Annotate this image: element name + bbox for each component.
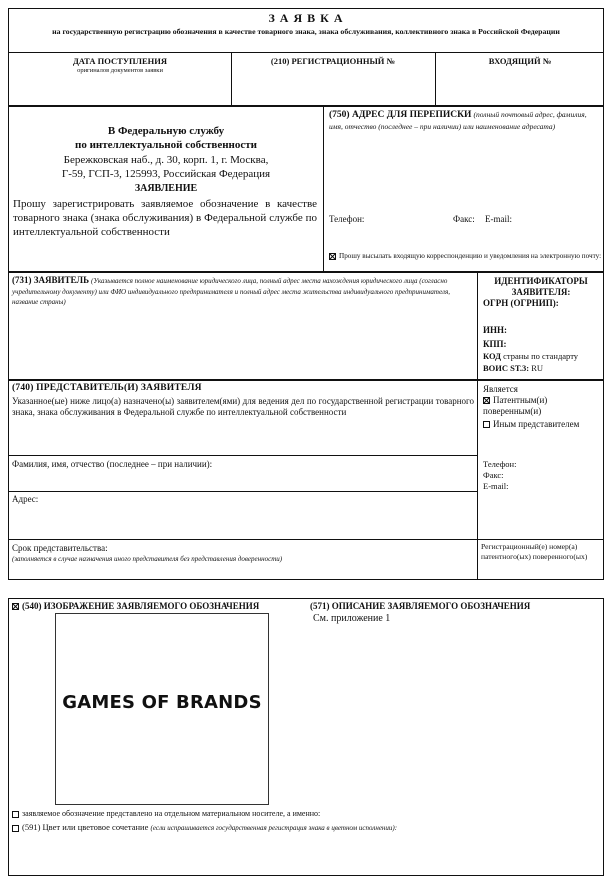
form-subtitle: на государственную регистрацию обозначения в качестве товарного знака, знака обслуживания, коллективного знака в Российской Федерации — [52, 27, 560, 36]
other-rep-checkbox[interactable] — [483, 421, 490, 428]
country-code-label: КОД страны по стандарту — [483, 351, 579, 361]
email-consent[interactable]: Прошу высылать входящую корреспонденцию и уведомления на электронную почту: — [329, 250, 603, 262]
addressee-address1: Бережковская наб., д. 30, корп. 1, г. Москва, — [63, 154, 269, 166]
ogrn-label: ОГРН (ОГРНИП): — [483, 298, 559, 308]
addressee-address2: Г-59, ГСП-3, 125993, Российская Федерация — [61, 168, 271, 180]
mark-image-title: (540) ИЗОБРАЖЕНИЕ ЗАЯВЛЯЕМОГО ОБОЗНАЧЕНИЯ — [12, 601, 259, 611]
addressee-line1: В Федеральную службу — [107, 125, 225, 137]
identifiers-title: ИДЕНТИФИКАТОРЫ ЗАЯВИТЕЛЯ: — [494, 276, 588, 297]
mark-block — [8, 598, 604, 876]
mark-desc-value: См. приложение 1 — [313, 613, 391, 624]
color-option[interactable]: (591) Цвет или цветовое сочетание (если испрашивается государственная регистрация знака в цветном исполнении): — [12, 822, 397, 832]
color-checkbox[interactable] — [12, 825, 19, 832]
representative-text: Указанное(ые) ниже лицо(а) назначено(ы) заявителем(ями) для ведения дел по государственной регистрации товарного знака, знака обслуживания в Федеральной службе по интеллектуальной собственности — [12, 396, 474, 417]
patent-attorney-checkbox[interactable] — [483, 397, 490, 404]
receipt-date-sub: оригиналов документов заявки — [77, 67, 163, 74]
rep-email-label: E-mail: — [483, 481, 509, 491]
header-box — [8, 8, 604, 54]
patent-attorney-option[interactable]: Патентным(и) поверенным(и) — [483, 395, 548, 416]
mark-image-checkbox[interactable] — [12, 603, 19, 610]
correspondence-title: (750) АДРЕС ДЛЯ ПЕРЕПИСКИ (полный почтовый адрес, фамилия, имя, отчество (последнее – при наличии) или наименование адресата) — [329, 110, 587, 131]
statement-text: Прошу зарегистрировать заявляемое обозначение в качестве товарного знака (знака обслуживания) в Федеральной службе по интеллектуальной собственности — [13, 198, 317, 238]
correspondence-email: E-mail: — [485, 214, 512, 224]
kpp-label: КПП: — [483, 339, 507, 349]
other-rep-option[interactable]: Иным представителем — [483, 419, 601, 430]
representative-block — [8, 380, 604, 580]
rep-fio-label: Фамилия, имя, отчество (последнее – при наличии): — [12, 459, 213, 469]
rep-term-hint: (заполняется в случае назначения иного представителя без представления доверенности) — [12, 555, 283, 563]
mark-logo-text: GAMES OF BRANDS — [62, 692, 262, 713]
rep-fax-label: Факс: — [483, 470, 504, 480]
mark-desc-title: (571) ОПИСАНИЕ ЗАЯВЛЯЕМОГО ОБОЗНАЧЕНИЯ — [310, 601, 531, 611]
email-consent-checkbox[interactable] — [329, 253, 336, 260]
inn-label: ИНН: — [483, 325, 507, 335]
form-title: З А Я В К А — [268, 11, 344, 25]
applicant-block — [8, 272, 604, 380]
incoming-number-label: ВХОДЯЩИЙ № — [488, 56, 552, 66]
mark-image — [55, 613, 269, 805]
registration-number-label: (210) РЕГИСТРАЦИОННЫЙ № — [270, 56, 396, 66]
rep-reg-number-label: Регистрационный(е) номер(а) патентного(ых) поверенного(ых) — [481, 542, 588, 561]
statement-title: ЗАЯВЛЕНИЕ — [134, 183, 198, 194]
material-carrier-option[interactable]: заявляемое обозначение представлено на отдельном материальном носителе, а именно: — [12, 809, 320, 818]
material-carrier-checkbox[interactable] — [12, 811, 19, 818]
correspondence-phone: Телефон: — [329, 214, 365, 224]
receipt-date-label: ДАТА ПОСТУПЛЕНИЯ — [72, 56, 168, 66]
is-label: Является — [483, 384, 518, 394]
applicant-title: (731) ЗАЯВИТЕЛЬ (Указывается полное наименование юридического лица, полный адрес места нахождения юридического лица (согласно учредительному документу) или ФИО индивидуального предпринимателя и полный адрес места жительства индивидуального предпринимателя, название страны) — [12, 275, 450, 306]
correspondence-fax: Факс: — [453, 214, 475, 224]
registration-row — [8, 52, 604, 106]
addressee-line2: по интеллектуальной собственности — [74, 139, 258, 151]
rep-term-label: Срок представительства: — [12, 543, 108, 553]
wipo-code: ВОИС ST.3: RU — [483, 363, 544, 373]
rep-address-label: Адрес: — [12, 494, 39, 504]
addressee-block — [8, 106, 604, 272]
representative-title: (740) ПРЕДСТАВИТЕЛЬ(И) ЗАЯВИТЕЛЯ — [12, 383, 202, 393]
rep-phone-label: Телефон: — [483, 459, 517, 469]
